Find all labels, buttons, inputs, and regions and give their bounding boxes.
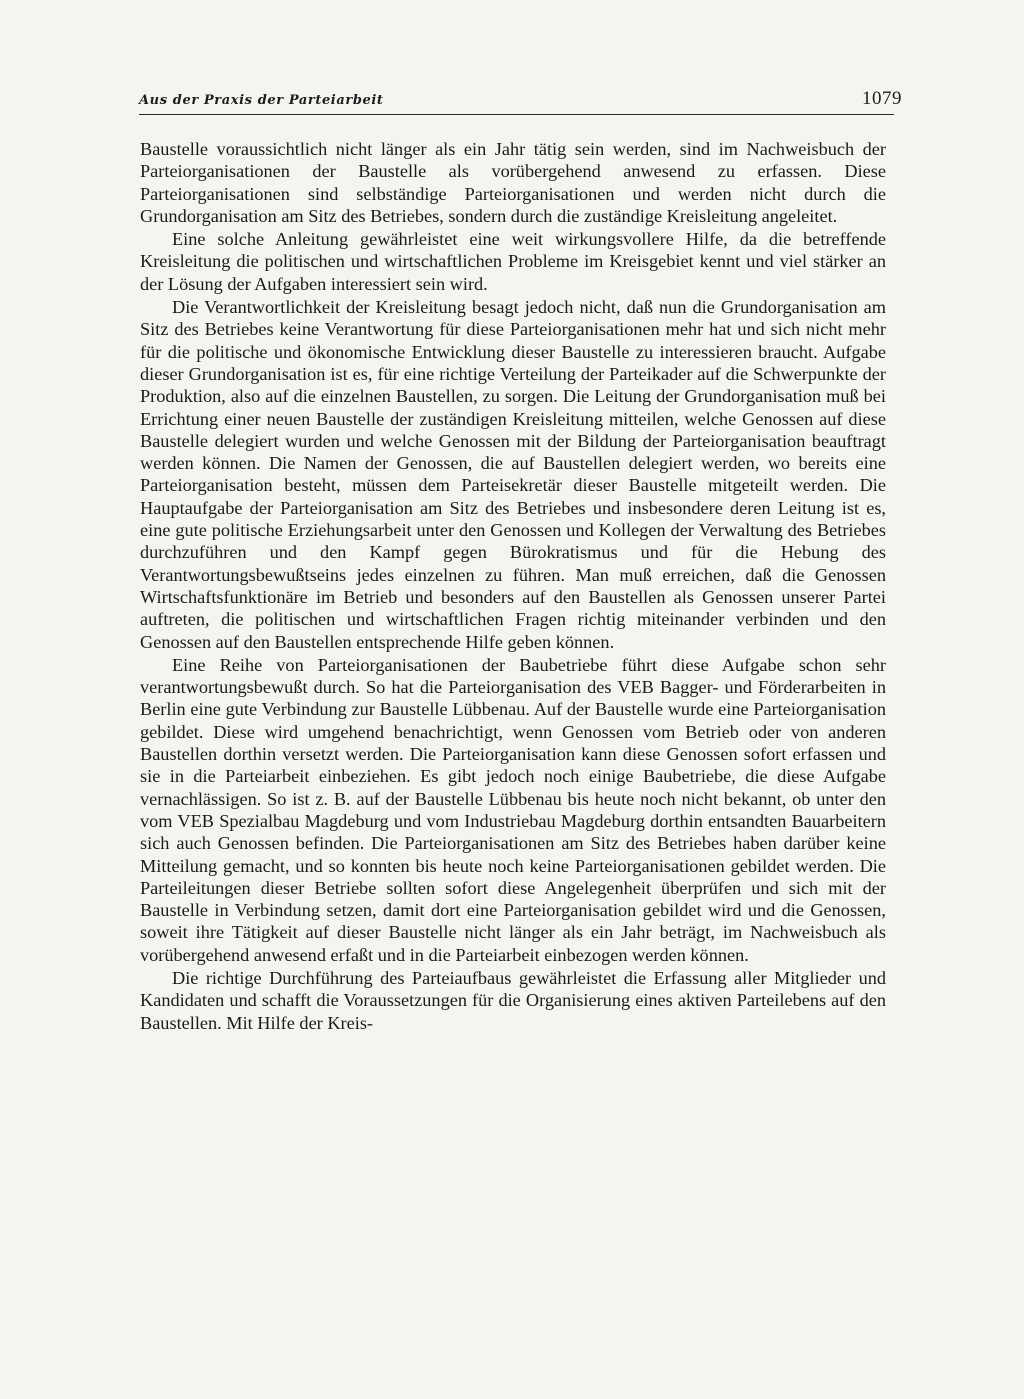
paragraph-4: Eine Reihe von Parteiorganisationen der Baubetriebe führt diese Aufgabe schon sehr verantwortungsbewußt durch. So hat die Parteiorganisation des VEB Bagger- und Förderarbeiten in Berlin eine gute Verbindung zur Baustelle Lübbenau. Auf der Baustelle wurde eine Parteiorganisation gebildet. Diese wird umgehend benachrichtigt, wenn Genossen vom Betrieb oder von anderen Baustellen dorthin versetzt werden. Die Parteiorganisation kann diese Genossen sofort erfassen und sie in die Parteiarbeit einbeziehen. Es gibt jedoch noch einige Baubetriebe, die diese Aufgabe vernachlässigen. So ist z. B. auf der Baustelle Lübbenau bis heute noch nicht bekannt, ob unter den vom VEB Spezialbau Magdeburg und vom Industriebau Magdeburg dorthin entsandten Bauarbeitern sich auch Genossen befinden. Die Parteiorganisationen am Sitz des Betriebes haben darüber keine Mitteilung gemacht, und so konnten bis heute noch keine Parteiorganisationen gebildet werden. Die Parteileitungen dieser Betriebe sollten sofort diese Angelegenheit überprüfen und sich mit der Baustelle in Verbindung setzen, damit dort eine Parteiorganisation gebildet wird und die Genossen, soweit ihre Tätigkeit auf dieser Baustelle nicht länger als ein Jahr beträgt, im Nachweisbuch als vorübergehend anwesend erfaßt und in die Parteiarbeit einbezogen werden können.	[140, 654, 886, 965]
page-number: 1079	[862, 88, 902, 109]
running-head: Aus der Praxis der Parteiarbeit	[139, 93, 384, 108]
body-text	[140, 138, 886, 1035]
page-header	[139, 86, 902, 115]
paragraph-5: Die richtige Durchführung des Parteiaufbaus gewährleistet die Erfassung aller Mitglieder und Kandidaten und schafft die Voraussetzungen für die Organisierung eines aktiven Parteilebens auf den Baustellen. Mit Hilfe der Kreis-	[140, 967, 886, 1033]
paragraph-3: Die Verantwortlichkeit der Kreisleitung besagt jedoch nicht, daß nun die Grundorganisation am Sitz des Betriebes keine Verantwortung für diese Parteiorganisationen mehr hat und sich nicht mehr für die politische und ökonomische Entwicklung dieser Baustelle zu interessieren braucht. Aufgabe dieser Grundorganisation ist es, für eine richtige Verteilung der Parteikader auf die Schwerpunkte der Produktion, also auf die einzelnen Baustellen, zu sorgen. Die Leitung der Grundorganisation muß bei Errichtung einer neuen Baustelle der zuständigen Kreisleitung mitteilen, welche Genossen auf diese Baustelle delegiert wurden und welche Genossen mit der Bildung der Parteiorganisation beauftragt werden können. Die Namen der Genossen, die auf Baustellen delegiert werden, wo bereits eine Parteiorganisation besteht, müssen dem Parteisekretär dieser Baustelle mitgeteilt werden. Die Hauptaufgabe der Parteiorganisation am Sitz des Betriebes und insbesondere deren Leitung ist es, eine gute politische Erziehungsarbeit unter den Genossen und Kollegen der Verwaltung des Betriebes durchzuführen und den Kampf gegen Bürokratismus und für die Hebung des Verantwortungsbewußtseins jedes einzelnen zu führen. Man muß erreichen, daß die Genossen Wirtschaftsfunktionäre im Betrieb und besonders auf den Baustellen als Genossen unserer Partei auftreten, die politischen und wirtschaftlichen Fragen richtig miteinander verbinden und den Genossen auf den Baustellen entsprechende Hilfe geben können.	[140, 297, 886, 652]
paragraph-1: Baustelle voraussichtlich nicht länger als ein Jahr tätig sein werden, sind im Nachweisbuch der Parteiorganisationen der Baustelle als vorübergehend anwesend zu erfassen. Diese Parteiorganisationen sind selbständige Parteiorganisationen und werden nicht durch die Grundorganisation am Sitz des Betriebes, sondern durch die zuständige Kreisleitung angeleitet.	[140, 139, 886, 226]
paragraph-2: Eine solche Anleitung gewährleistet eine weit wirkungsvollere Hilfe, da die betreffende Kreisleitung die politischen und wirtschaftlichen Probleme im Kreisgebiet kennt und viel stärker an der Lösung der Aufgaben interessiert sein wird.	[140, 229, 886, 294]
